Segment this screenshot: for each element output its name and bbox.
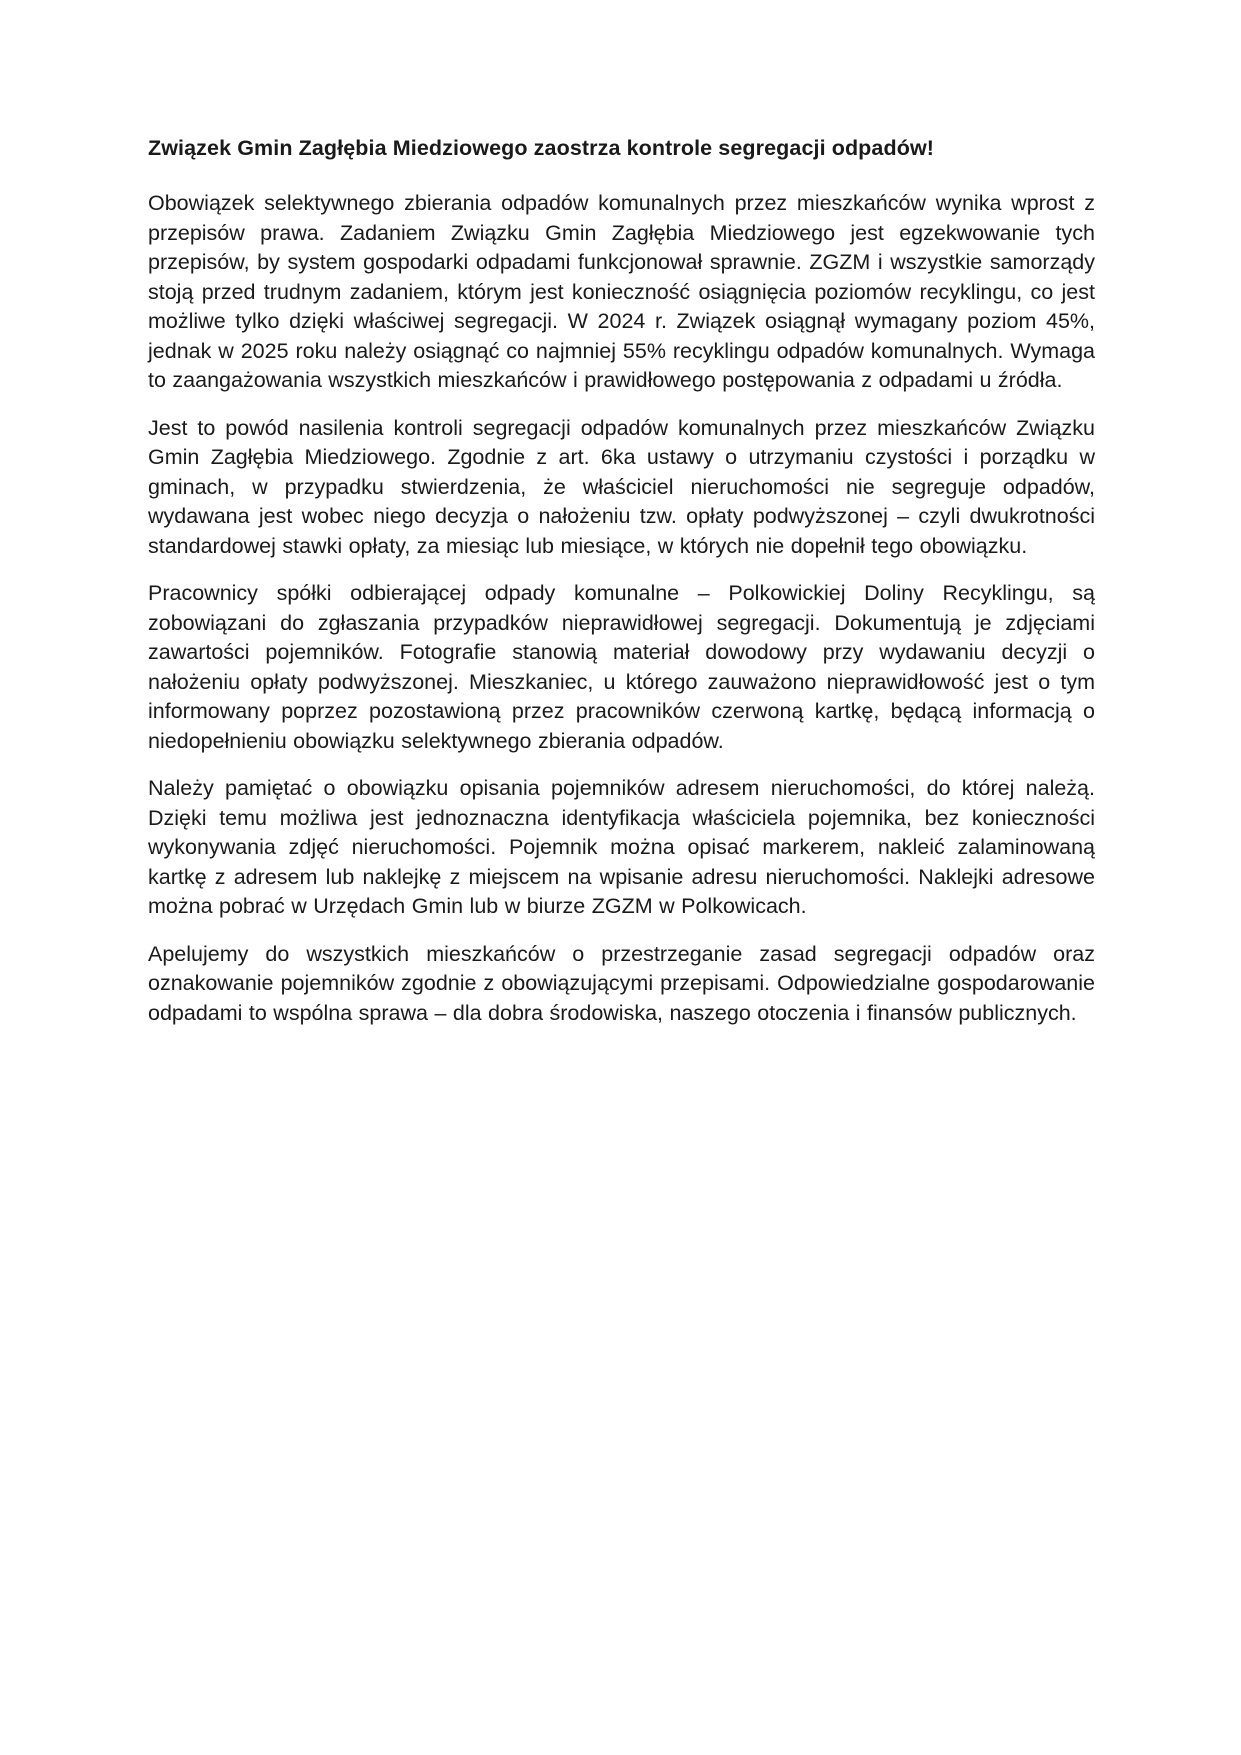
paragraph-container-labeling: Należy pamiętać o obowiązku opisania pojemników adresem nieruchomości, do której należą. Dzięki temu możliwa jest jednoznaczna identyfikacja właściciela pojemnika, bez konieczności wykonywania zdjęć nieruchomości. Pojemnik można opisać markerem, nakleić zalaminowaną kartkę z adresem lub naklejkę z miejscem na wpisanie adresu nieruchomości. Naklejki adresowe można pobrać w Urzędach Gmin lub w biurze ZGZM w Polkowicach. (148, 776, 1095, 918)
paragraph-appeal: Apelujemy do wszystkich mieszkańców o przestrzeganie zasad segregacji odpadów oraz oznakowanie pojemników zgodnie z obowiązującymi przepisami. Odpowiedzialne gospodarowanie odpadami to wspólna sprawa – dla dobra środowiska, naszego otoczenia i finansów publicznych. (148, 941, 1095, 1025)
paragraph-waste-company-workers: Pracownicy spółki odbierającej odpady komunalne – Polkowickiej Doliny Recyklingu, są zobowiązani do zgłaszania przypadków nieprawidłowej segregacji. Dokumentują je zdjęciami zawartości pojemników. Fotografie stanowią materiał dowodowy przy wydawaniu decyzji o nałożeniu opłaty podwyższonej. Mieszkaniec, u którego zauważono nieprawidłowość jest o tym informowany poprzez pozostawioną przez pracowników czerwoną kartkę, będącą informacją o niedopełnieniu obowiązku selektywnego zbierania odpadów. (148, 581, 1095, 753)
paragraph-control-intensification: Jest to powód nasilenia kontroli segregacji odpadów komunalnych przez mieszkańców Związku Gmin Zagłębia Miedziowego. Zgodnie z art. 6ka ustawy o utrzymaniu czystości i porządku w gminach, w przypadku stwierdzenia, że właściciel nieruchomości nie segreguje odpadów, wydawana jest wobec niego decyzja o nałożeniu tzw. opłaty podwyższonej – czyli dwukrotności standardowej stawki opłaty, za miesiąc lub miesiące, w których nie dopełnił tego obowiązku. (148, 415, 1095, 558)
document-title: Związek Gmin Zagłębia Miedziowego zaostrza kontrole segregacji odpadów! (148, 136, 935, 160)
paragraph-obligation-intro: Obowiązek selektywnego zbierania odpadów komunalnych przez mieszkańców wynika wprost z przepisów prawa. Zadaniem Związku Gmin Zagłębia Miedziowego jest egzekwowanie tych przepisów, by system gospodarki odpadami funkcjonował sprawnie. ZGZM i wszystkie samorządy stoją przed trudnym zadaniem, którym jest konieczność osiągnięcia poziomów recyklingu, co jest możliwe tylko dzięki właściwej segregacji. W 2024 r. Związek osiągnął wymagany poziom 45%, jednak w 2025 roku należy osiągnąć co najmniej 55% recyklingu odpadów komunalnych. Wymaga to zaangażowania wszystkich mieszkańców i prawidłowego postępowania z odpadami u źródła. (148, 191, 1095, 392)
